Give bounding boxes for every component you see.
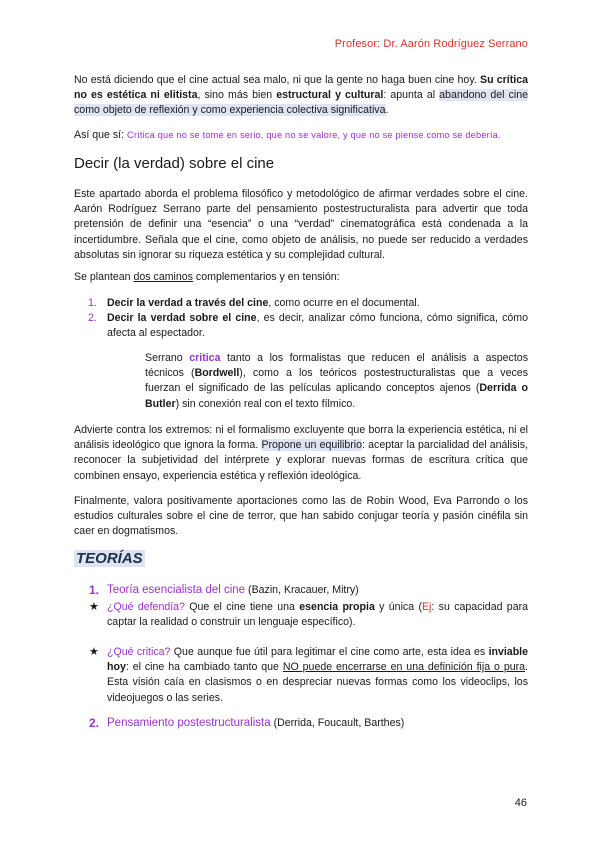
intro-text: No está diciendo que el cine actual sea malo, ni que la gente no haga buen cine hoy. bbox=[74, 74, 481, 86]
teoria-2-number: 2. bbox=[89, 716, 100, 730]
star2-text-2: : el cine ha cambiado tanto que bbox=[125, 661, 283, 674]
star-icon: ★ bbox=[89, 601, 99, 613]
list-item-text: , como ocurre en el documental. bbox=[268, 297, 420, 309]
teoria-2-title bbox=[107, 717, 404, 729]
section-paragraph-1: Este apartado aborda el problema filosófico y metodológico de afirmar verdades sobre el cine. Aarón Rodríguez Serrano parte del pensamiento postestructuralista para advertir que toda pretensión de definir una “esencia” o una “verdad” cinematográfica está condenada a la incertidumbre. Señala que el cine, como objeto de análisis, no puede ser reducido a verdades absolutas sin ignorar su riqueza estética y su complejidad cultural. bbox=[74, 188, 528, 261]
star1-question: ¿Qué defendía? bbox=[107, 601, 185, 613]
caminos-intro-end: complementarios y en tensión: bbox=[192, 271, 340, 283]
quote-critica: critica bbox=[189, 352, 221, 364]
teoria-1-title bbox=[107, 584, 359, 596]
star1-bold: esencia propia bbox=[299, 601, 375, 613]
teoria-1-name: Teoría esencialista del cine bbox=[107, 584, 246, 596]
star1-text-3: : su capacidad para captar la realidad o construir un lenguaje específico). bbox=[107, 601, 529, 629]
quote-text: ) sin conexión real con el texto fílmico. bbox=[175, 397, 356, 410]
caminos-list bbox=[74, 296, 528, 342]
list-item bbox=[74, 296, 528, 311]
star2-text: Que aunque fue útil para legitimar el cine como arte, esta idea es bbox=[170, 646, 489, 658]
asi-label: Así que sí: bbox=[74, 129, 127, 141]
intro-highlight: abandono del cine como objeto de reflexión y como experiencia colectiva significativa bbox=[74, 89, 529, 117]
page-number: 46 bbox=[514, 797, 527, 809]
star1-text: Que el cine tiene una bbox=[184, 601, 300, 613]
star2-question: ¿Qué critica? bbox=[107, 646, 171, 658]
list-item-bold: Decir la verdad sobre el cine bbox=[107, 312, 257, 325]
intro-period: . bbox=[385, 104, 389, 117]
intro-text-2: , sino más bien bbox=[197, 89, 277, 102]
teoria-2-authors: (Derrida, Foucault, Barthes) bbox=[270, 717, 405, 729]
quote-text: ), como a los teóricos postestructuralistas que a veces fuerzan el significado de las películas aplicando conceptos ajenos ( bbox=[145, 367, 528, 395]
p3-text: Advierte contra los extremos: ni el formalismo excluyente que borra la experiencia estética, ni el análisis ideológico que ignora la forma. bbox=[74, 424, 528, 452]
star-bullet-1 bbox=[107, 600, 528, 630]
teorias-heading: TEORÍAS bbox=[76, 550, 143, 567]
quote-bordwell: Bordwell bbox=[194, 367, 240, 380]
list-item-text: , es decir, analizar cómo funciona, cómo significa, cómo afecta al espectador. bbox=[107, 312, 528, 340]
section-paragraph-3 bbox=[74, 423, 528, 484]
section-paragraph-2 bbox=[74, 270, 528, 285]
intro-bold-1: Su crítica no es estética ni elitista bbox=[74, 74, 528, 102]
star1-text-2: y única ( bbox=[374, 601, 422, 613]
intro-paragraph bbox=[74, 73, 528, 119]
star-icon: ★ bbox=[89, 646, 99, 658]
intro-bold-2: estructural y cultural bbox=[276, 89, 384, 102]
list-number: 1. bbox=[88, 297, 97, 309]
caminos-intro: Se plantean bbox=[74, 271, 134, 283]
star1-ej: Ej bbox=[421, 601, 432, 613]
teoria-1-number: 1. bbox=[89, 583, 100, 597]
asi-paragraph bbox=[74, 128, 528, 143]
star2-text-3: . Esta visión caía en clasismos o en despreciar nuevas formas como los videoclips, los videojuegos o las series. bbox=[107, 661, 528, 704]
section-heading: Decir (la verdad) sobre el cine bbox=[74, 155, 275, 172]
caminos-underlined: dos caminos bbox=[133, 271, 193, 283]
quote-derrida-butler: Derrida o Butler bbox=[145, 382, 528, 410]
p3-highlight: Propone un equilibrio bbox=[261, 439, 363, 452]
teoria-2-name: Pensamiento postestructuralista bbox=[107, 717, 271, 729]
section-paragraph-4: Finalmente, valora positivamente aportaciones como las de Robin Wood, Eva Parrondo o los estudios culturales sobre el cine de terror, que han sabido conjugar teoría y pasión cinéfila sin caer en dogmatismos. bbox=[74, 495, 528, 538]
star2-bold: inviable hoy bbox=[107, 646, 529, 674]
quote-text: tanto a los formalistas que reducen el análisis a aspectos técnicos ( bbox=[145, 352, 528, 380]
teoria-1-authors: (Bazin, Kracauer, Mitry) bbox=[245, 584, 359, 596]
page-header: Profesor: Dr. Aarón Rodríguez Serrano bbox=[334, 38, 528, 50]
list-item bbox=[74, 311, 528, 341]
asi-text: Crítica que no se tome en serio, que no se valore, y que no se piense como se debería. bbox=[127, 130, 501, 140]
star-bullet-2 bbox=[107, 645, 528, 706]
indented-quote bbox=[145, 351, 528, 412]
p3-text-end: : aceptar la parcialidad del análisis, reconocer la subjetividad del intérprete y explorar nuevas formas de escritura crítica que combinen ensayo, experiencia estética y reflexión ideológica. bbox=[74, 439, 529, 482]
intro-text-3: : apunta al bbox=[383, 89, 440, 102]
star2-underlined: NO puede encerrarse en una definición fija o pura bbox=[282, 661, 526, 674]
list-item-bold: Decir la verdad a través del cine bbox=[107, 297, 269, 309]
list-number: 2. bbox=[88, 312, 97, 325]
quote-text: Serrano bbox=[145, 352, 190, 364]
